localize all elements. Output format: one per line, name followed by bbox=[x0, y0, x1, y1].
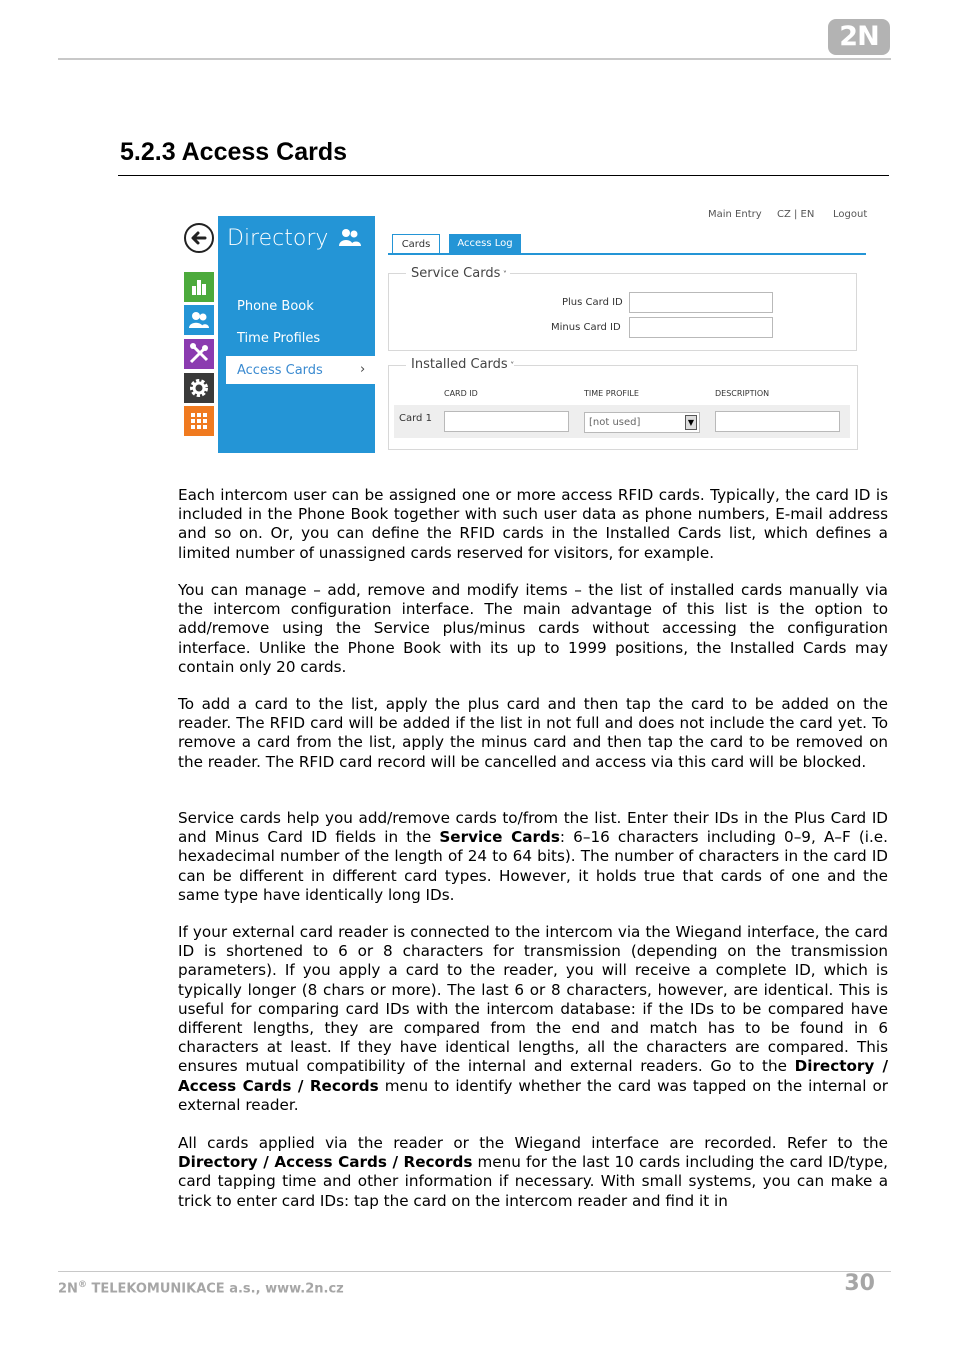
footer-divider bbox=[58, 1271, 891, 1272]
gear-icon[interactable] bbox=[184, 373, 214, 403]
row-label: Card 1 bbox=[399, 413, 432, 424]
users-icon[interactable] bbox=[184, 305, 214, 335]
paragraph-5 bbox=[178, 923, 888, 1115]
main-entry-link[interactable]: Main Entry bbox=[708, 209, 762, 220]
paragraph-4 bbox=[178, 809, 888, 905]
fieldset-border bbox=[857, 365, 858, 450]
sidebar-item-time-profiles[interactable]: Time Profiles bbox=[237, 331, 321, 346]
fieldset-border bbox=[510, 273, 856, 274]
text-run: Each intercom user can be assigned one or more access RFID cards. Typically, the card ID is included in the Phone Book together with such user data as phone numbers, E-mail address and so on. Or, you can define the RFID cards in the Installed Cards list, which defines a limited number of unassigned cards reserved for visitors, for example. bbox=[178, 486, 888, 562]
minus-card-id-field[interactable] bbox=[629, 317, 773, 338]
fieldset-border bbox=[856, 273, 857, 350]
service-cards-heading[interactable]: Service Cards ˅ bbox=[411, 266, 507, 281]
footer-company: 2N® TELEKOMUNIKACE a.s., www.2n.cz bbox=[58, 1280, 344, 1297]
paragraph-6 bbox=[178, 1134, 888, 1211]
text-run: To add a card to the list, apply the plus card and then tap the card to be added on the reader. The RFID card will be added if the list in not full and does not include the card yet. To remove a card from the list, apply the minus card and then tap the card to be removed on the reader. The RFID card record will be cancelled and access via this card will be blocked. bbox=[178, 695, 888, 771]
back-arrow-icon[interactable] bbox=[184, 223, 214, 253]
fieldset-border bbox=[388, 273, 406, 274]
column-header-card-id: CARD ID bbox=[444, 389, 478, 398]
text-run: : 6–16 characters including 0–9, A–F (i.e. hexadecimal number of the length of 24 to 64 bits). The number of characters in the card ID can be different in different card types. However, it holds true that cards of one and the same type have identically long IDs. bbox=[178, 828, 888, 904]
tab-underline bbox=[388, 253, 866, 255]
fieldset-border bbox=[388, 273, 389, 350]
text-run: All cards applied via the reader or the Wiegand interface are recorded. Refer to the bbox=[178, 1134, 888, 1152]
section-rule bbox=[118, 175, 889, 176]
fieldset-border bbox=[388, 365, 406, 366]
paragraph-2 bbox=[178, 581, 888, 677]
header-divider bbox=[58, 58, 891, 60]
sidebar-item-phone-book[interactable]: Phone Book bbox=[237, 299, 314, 314]
description-field[interactable] bbox=[715, 411, 840, 432]
logout-link[interactable]: Logout bbox=[833, 209, 868, 220]
text-run: If your external card reader is connected to the intercom via the Wiegand interface, the card ID is shortened to 6 or 8 characters for transmission (depending on the transmission parameters). If you apply a card to the reader, you will receive a complete ID, which is typically longer (8 chars or more). The last 6 or 8 characters, however, are identical. This is useful for comparing card IDs with the intercom database: if the IDs to be compared have different lengths, they are compared from the end and match has to be found in 6 characters at least. If they have identical lengths, all the characters are compared. This ensures mutual compatibility of the internal and external readers. Go to the bbox=[178, 923, 888, 1076]
plus-card-label: Plus Card ID bbox=[562, 297, 623, 308]
language-switch[interactable]: CZ | EN bbox=[777, 209, 815, 220]
tab-cards[interactable]: Cards bbox=[392, 234, 440, 254]
chevron-right-icon: › bbox=[360, 362, 366, 377]
plus-card-id-field[interactable] bbox=[629, 292, 773, 313]
tab-access-log[interactable]: Access Log bbox=[449, 234, 521, 253]
minus-card-label: Minus Card ID bbox=[551, 322, 621, 333]
paragraph-1 bbox=[178, 486, 888, 563]
text-run: menu to identify whether the card was tapped on the internal or external reader. bbox=[178, 1076, 888, 1114]
fieldset-border bbox=[388, 449, 858, 450]
text-run: menu for the last 10 cards including the card ID/type, card tapping time and other information if necessary. With small systems, you can make a trick to enter card IDs: tap the card on the intercom reader and find it in bbox=[178, 1153, 888, 1210]
fieldset-border bbox=[388, 365, 389, 450]
text-run: Service cards help you add/remove cards to/from the list. Enter their IDs in the Plus Card ID and Minus Card ID fields in the bbox=[178, 809, 888, 847]
bold-text: Directory / Access Cards / Records bbox=[178, 1153, 473, 1172]
sidebar-item-access-cards-label: Access Cards bbox=[237, 363, 323, 378]
sidebar-title: Directory bbox=[227, 226, 329, 251]
column-header-description: DESCRIPTION bbox=[715, 389, 770, 398]
time-profile-select[interactable]: [not used] bbox=[584, 412, 700, 433]
bold-text: Service Cards bbox=[439, 828, 560, 847]
fieldset-border bbox=[388, 350, 857, 351]
brand-logo: 2N bbox=[828, 19, 890, 55]
chart-icon[interactable] bbox=[184, 272, 214, 302]
column-header-time-profile: TIME PROFILE bbox=[584, 389, 639, 398]
page-number: 30 bbox=[844, 1271, 875, 1296]
tools-icon[interactable] bbox=[184, 339, 214, 369]
grid-icon[interactable] bbox=[184, 406, 214, 436]
paragraph-3 bbox=[178, 695, 888, 772]
fieldset-border bbox=[514, 365, 857, 366]
directory-users-icon bbox=[337, 227, 363, 253]
bold-text: Directory / Access Cards / Records bbox=[178, 1057, 888, 1095]
installed-cards-heading[interactable]: Installed Cards ˅ bbox=[411, 357, 515, 372]
section-title: 5.2.3 Access Cards bbox=[120, 138, 348, 166]
card-id-field[interactable] bbox=[444, 411, 569, 432]
chevron-down-icon[interactable]: ▼ bbox=[685, 415, 697, 430]
text-run: You can manage – add, remove and modify items – the list of installed cards manually via the intercom configuration interface. The main advantage of this list is the option to add/remove using the Service plus/minus cards without accessing the configuration interface. Unlike the Phone Book with its up to 1999 positions, the Installed Cards may contain only 20 cards. bbox=[178, 581, 888, 676]
